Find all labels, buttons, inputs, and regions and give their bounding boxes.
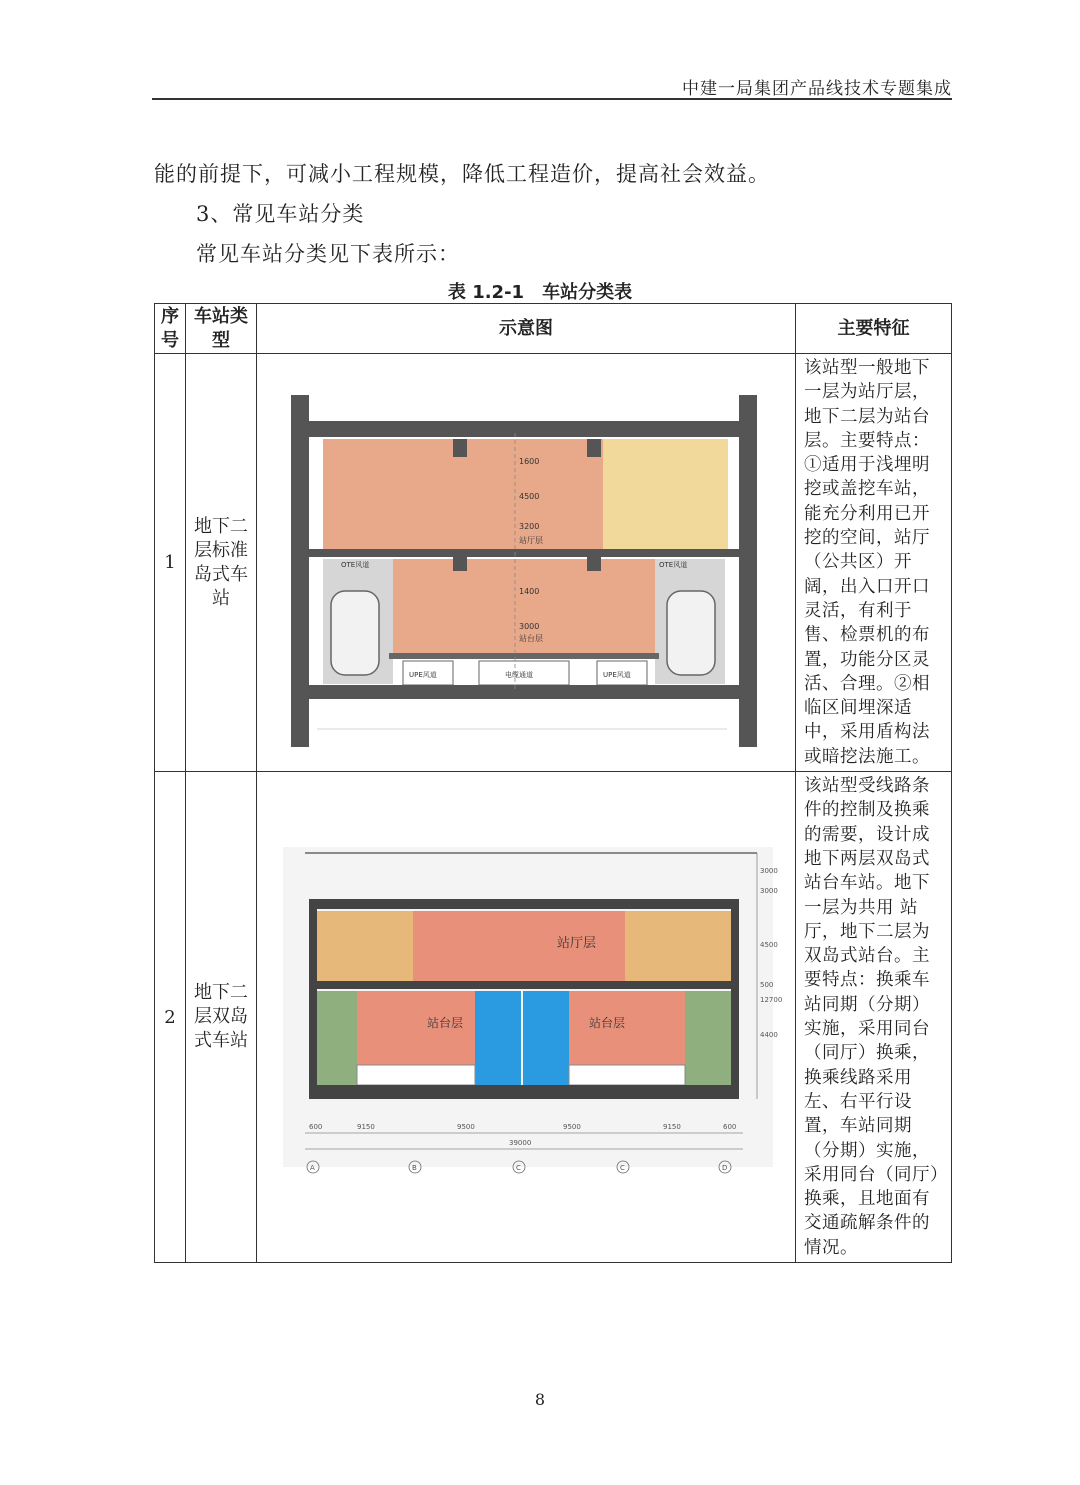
zone-label: OTE风道 xyxy=(659,560,688,569)
dim-label: 9150 xyxy=(663,1122,681,1131)
page-number: 8 xyxy=(534,1390,546,1409)
diagram-cell xyxy=(257,354,796,772)
section-heading: 3、常见车站分类 xyxy=(196,202,365,226)
dim-label: 4500 xyxy=(760,940,778,949)
zone-label: 电缆通道 xyxy=(505,670,533,679)
dim-label: 39000 xyxy=(509,1138,532,1147)
dim-label: 1600 xyxy=(519,456,540,466)
station-type: 地下二层双岛式车站 xyxy=(186,772,257,1263)
dim-label: 4500 xyxy=(519,491,540,501)
station-section-diagram-1 xyxy=(257,369,794,753)
zone-label: OTE风道 xyxy=(341,560,370,569)
dim-label: 500 xyxy=(760,980,774,989)
table-row xyxy=(155,772,952,1263)
zone-label: UPE风道 xyxy=(409,670,437,679)
zone-label: 站台层 xyxy=(519,633,543,643)
axis-label: C xyxy=(620,1163,625,1172)
dim-label: 600 xyxy=(309,1122,323,1131)
zone-label: 站台层 xyxy=(427,1015,464,1030)
dim-label: 9500 xyxy=(457,1122,475,1131)
axis-label: C xyxy=(516,1163,521,1172)
station-classification-table xyxy=(154,303,952,1263)
zone-label: 站厅层 xyxy=(519,535,543,545)
table-header-row xyxy=(155,304,952,354)
page-header xyxy=(152,70,952,100)
dim-label: 3200 xyxy=(519,521,540,531)
axis-label: D xyxy=(722,1163,728,1172)
station-type: 地下二层标准岛式车站 xyxy=(186,354,257,772)
header-title: 中建一局集团产品线技术专题集成 xyxy=(682,79,952,99)
row-number: 2 xyxy=(155,772,186,1263)
dim-label: 3000 xyxy=(760,866,778,875)
station-section-diagram-2 xyxy=(257,787,794,1244)
zone-label: 站厅层 xyxy=(557,935,597,951)
axis-label: A xyxy=(310,1163,315,1172)
header-num: 序号 xyxy=(155,304,186,354)
zone-label: 站台层 xyxy=(589,1015,626,1030)
dim-label: 600 xyxy=(723,1122,737,1131)
features-text: 该站型受线路条件的控制及换乘的需要，设计成地下两层双岛式站台车站。地下一层为共用 站厅，地下二层为双岛式站台。主要特点：换乘车站同期（分期）实施，采用同台（同厅）换乘，换乘线路采用左、右平行设置，车站同期（分期）实施，采用同台（同厅）换乘，且地面有交通疏解条件的情况。 xyxy=(796,772,952,1263)
zone-label: UPE风道 xyxy=(603,670,631,679)
dim-label: 3000 xyxy=(760,886,778,895)
features-text: 该站型一般地下一层为站厅层，地下二层为站台层。主要特点：①适用于浅埋明挖或盖挖车站，能充分利用已开挖的空间，站厅（公共区）开阔，出入口开口灵活，有利于售、检票机的布置，功能分区灵活、合理。②相临区间埋深适中，采用盾构法或暗挖法施工。 xyxy=(796,354,952,772)
row-number: 1 xyxy=(155,354,186,772)
table-row xyxy=(155,354,952,772)
axis-label: B xyxy=(412,1163,417,1172)
diagram-cell xyxy=(257,772,796,1263)
dim-label: 3000 xyxy=(519,621,540,631)
header-features: 主要特征 xyxy=(796,304,952,354)
body-paragraph-2: 常见车站分类见下表所示： xyxy=(196,242,460,266)
dim-label: 9500 xyxy=(563,1122,581,1131)
dim-label: 4400 xyxy=(760,1030,778,1039)
body-paragraph-1: 能的前提下，可减小工程规模，降低工程造价，提高社会效益。 xyxy=(154,162,770,186)
dim-label: 1400 xyxy=(519,586,540,596)
dim-label: 12700 xyxy=(760,995,783,1004)
header-type: 车站类型 xyxy=(186,304,257,354)
dim-label: 9150 xyxy=(357,1122,375,1131)
header-diagram: 示意图 xyxy=(257,304,796,354)
table-caption: 表 1.2-1 车站分类表 xyxy=(447,282,633,303)
